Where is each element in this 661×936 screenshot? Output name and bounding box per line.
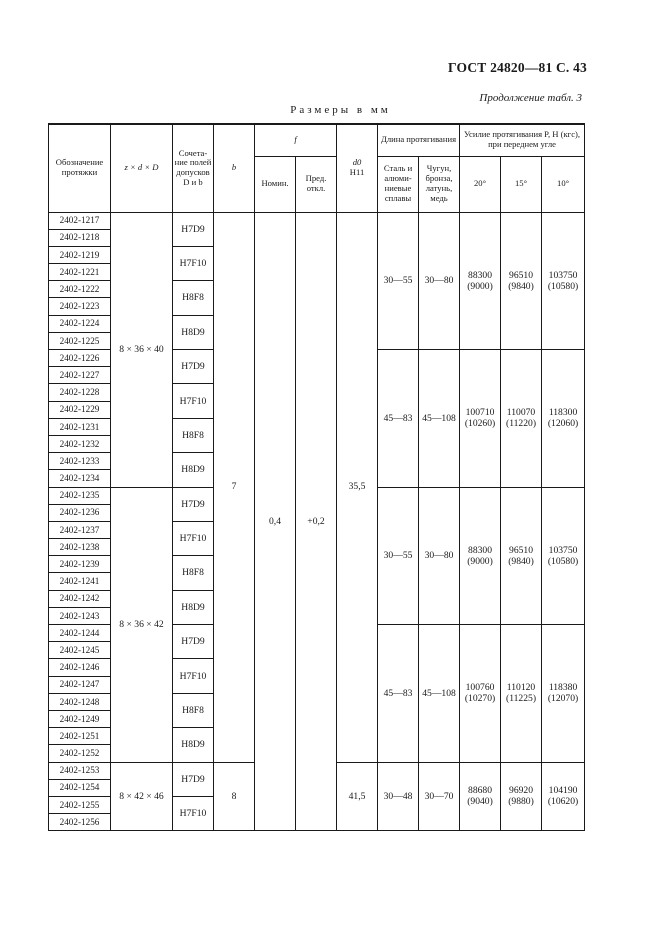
header-d0-tolerance: H11 xyxy=(349,167,365,178)
length-steel-cell: 30—55 xyxy=(378,487,419,625)
d0-cell: 41,5 xyxy=(337,762,378,831)
designation-cell: 2402-1247 xyxy=(49,676,111,693)
force-f15-cell xyxy=(501,212,542,350)
fit-cell: H7D9 xyxy=(173,762,214,796)
designation-cell: 2402-1246 xyxy=(49,659,111,676)
length-castiron-cell: 30—70 xyxy=(419,762,460,831)
designation-cell: 2402-1222 xyxy=(49,281,111,298)
force-f10-cell xyxy=(542,487,585,625)
force-f15-cell xyxy=(501,625,542,763)
dimensions-caption: Размеры в мм xyxy=(290,104,391,116)
fit-cell: H7F10 xyxy=(173,246,214,280)
designation-cell: 2402-1227 xyxy=(49,367,111,384)
fit-cell: H7D9 xyxy=(173,350,214,384)
fit-cell: H8F8 xyxy=(173,281,214,315)
header-length: Длина протягивания xyxy=(378,124,460,156)
fit-cell: H8D9 xyxy=(173,590,214,624)
designation-cell: 2402-1248 xyxy=(49,693,111,710)
designation-cell: 2402-1256 xyxy=(49,814,111,831)
designation-cell: 2402-1235 xyxy=(49,487,111,504)
f-nominal-cell: 0,4 xyxy=(255,212,296,831)
length-steel-cell: 30—55 xyxy=(378,212,419,350)
f-deviation-cell: +0,2 xyxy=(296,212,337,831)
header-f-deviation: Пред. откл. xyxy=(296,156,337,212)
force-f10-cell xyxy=(542,212,585,350)
length-castiron-cell: 30—80 xyxy=(419,487,460,625)
header-angle-20: 20° xyxy=(460,156,501,212)
fit-cell: H7F10 xyxy=(173,521,214,555)
force-value: 103750 xyxy=(548,269,578,281)
force-f10-cell xyxy=(542,625,585,763)
force-f10-cell xyxy=(542,762,585,831)
designation-cell: 2402-1228 xyxy=(49,384,111,401)
fit-cell: H8F8 xyxy=(173,556,214,590)
designation-cell: 2402-1249 xyxy=(49,710,111,727)
force-kgf: (9840) xyxy=(508,280,534,292)
length-castiron-cell: 45—108 xyxy=(419,350,460,488)
fit-cell: H7F10 xyxy=(173,659,214,693)
designation-cell: 2402-1236 xyxy=(49,504,111,521)
designation-cell: 2402-1245 xyxy=(49,642,111,659)
page-header: ГОСТ 24820—81 С. 43 xyxy=(448,60,587,75)
force-f15-cell xyxy=(501,487,542,625)
length-steel-cell: 45—83 xyxy=(378,625,419,763)
force-kgf: (9880) xyxy=(508,796,534,808)
force-value: 88300 xyxy=(468,544,492,556)
force-kgf: (11225) xyxy=(506,693,537,705)
header-b: b xyxy=(214,124,255,212)
designation-cell: 2402-1229 xyxy=(49,401,111,418)
designation-cell: 2402-1218 xyxy=(49,229,111,246)
designation-cell: 2402-1255 xyxy=(49,796,111,813)
force-kgf: (9840) xyxy=(508,555,534,567)
fit-cell: H7D9 xyxy=(173,625,214,659)
designation-cell: 2402-1223 xyxy=(49,298,111,315)
designation-cell: 2402-1242 xyxy=(49,590,111,607)
designation-cell: 2402-1225 xyxy=(49,332,111,349)
zdD-cell: 8 × 36 × 42 xyxy=(111,487,173,762)
force-f15-cell xyxy=(501,350,542,488)
designation-cell: 2402-1241 xyxy=(49,573,111,590)
length-steel-cell: 45—83 xyxy=(378,350,419,488)
designation-cell: 2402-1253 xyxy=(49,762,111,779)
designation-cell: 2402-1226 xyxy=(49,350,111,367)
force-kgf: (10580) xyxy=(547,555,579,567)
designation-cell: 2402-1251 xyxy=(49,728,111,745)
force-f20-cell xyxy=(460,762,501,831)
b-cell: 7 xyxy=(214,212,255,762)
force-kgf: (9000) xyxy=(467,280,493,292)
fit-cell: H8D9 xyxy=(173,728,214,762)
force-kgf: (10620) xyxy=(547,796,579,808)
force-f20-cell xyxy=(460,625,501,763)
header-force: Усилие протягивания P, Н (кгс), при переднем угле xyxy=(460,124,585,156)
force-f20-cell xyxy=(460,212,501,350)
table-row xyxy=(49,212,585,229)
length-steel-cell: 30—48 xyxy=(378,762,419,831)
fit-cell: H7D9 xyxy=(173,487,214,521)
designation-cell: 2402-1254 xyxy=(49,779,111,796)
force-kgf: (12060) xyxy=(547,418,579,430)
force-value: 96510 xyxy=(509,269,533,281)
designation-cell: 2402-1243 xyxy=(49,607,111,624)
header-length-castiron: Чугун, бронза, латунь, медь xyxy=(419,156,460,212)
force-value: 88300 xyxy=(468,269,492,281)
force-value: 118380 xyxy=(548,682,578,694)
broach-table xyxy=(48,123,585,831)
designation-cell: 2402-1237 xyxy=(49,521,111,538)
header-angle-15: 15° xyxy=(501,156,542,212)
designation-cell: 2402-1252 xyxy=(49,745,111,762)
fit-cell: H8F8 xyxy=(173,693,214,727)
force-value: 100710 xyxy=(465,407,495,419)
designation-cell: 2402-1244 xyxy=(49,625,111,642)
header-angle-10: 10° xyxy=(542,156,585,212)
fit-cell: H7F10 xyxy=(173,796,214,830)
designation-cell: 2402-1224 xyxy=(49,315,111,332)
force-kgf: (12070) xyxy=(547,693,579,705)
header-fit-combo: Сочета-ние полей допусков D и b xyxy=(173,124,214,212)
length-castiron-cell: 45—108 xyxy=(419,625,460,763)
b-cell: 8 xyxy=(214,762,255,831)
designation-cell: 2402-1234 xyxy=(49,470,111,487)
force-value: 104190 xyxy=(548,785,578,797)
fit-cell: H8F8 xyxy=(173,418,214,452)
designation-cell: 2402-1219 xyxy=(49,246,111,263)
force-value: 100760 xyxy=(465,682,495,694)
force-value: 96510 xyxy=(509,544,533,556)
zdD-cell: 8 × 36 × 40 xyxy=(111,212,173,487)
d0-cell: 35,5 xyxy=(337,212,378,762)
header-zdD: z × d × D xyxy=(111,124,173,212)
force-kgf: (10260) xyxy=(464,418,496,430)
designation-cell: 2402-1217 xyxy=(49,212,111,229)
continuation-note: Продолжение табл. 3 xyxy=(479,92,582,104)
fit-cell: H8D9 xyxy=(173,315,214,349)
designation-cell: 2402-1239 xyxy=(49,556,111,573)
force-kgf: (11220) xyxy=(506,418,537,430)
force-value: 88680 xyxy=(468,785,492,797)
header-d0-symbol: d0 xyxy=(352,157,362,168)
force-kgf: (10580) xyxy=(547,280,579,292)
designation-cell: 2402-1233 xyxy=(49,453,111,470)
zdD-cell: 8 × 42 × 46 xyxy=(111,762,173,831)
force-value: 110120 xyxy=(506,682,536,694)
force-f20-cell xyxy=(460,350,501,488)
length-castiron-cell: 30—80 xyxy=(419,212,460,350)
fit-cell: H8D9 xyxy=(173,453,214,487)
designation-cell: 2402-1232 xyxy=(49,435,111,452)
force-kgf: (9000) xyxy=(467,555,493,567)
header-f-nominal: Номин. xyxy=(255,156,296,212)
header-f: f xyxy=(255,124,337,156)
header-length-steel: Сталь и алюми-ниевые сплавы xyxy=(378,156,419,212)
force-f20-cell xyxy=(460,487,501,625)
force-value: 110070 xyxy=(506,407,536,419)
fit-cell: H7F10 xyxy=(173,384,214,418)
fit-cell: H7D9 xyxy=(173,212,214,246)
designation-cell: 2402-1238 xyxy=(49,539,111,556)
designation-cell: 2402-1221 xyxy=(49,264,111,281)
header-d0 xyxy=(337,124,378,212)
force-value: 103750 xyxy=(548,544,578,556)
force-value: 96920 xyxy=(509,785,533,797)
force-value: 118300 xyxy=(548,407,578,419)
force-f10-cell xyxy=(542,350,585,488)
force-kgf: (10270) xyxy=(464,693,496,705)
force-kgf: (9040) xyxy=(467,796,493,808)
header-designation: Обозначение протяжки xyxy=(49,124,111,212)
table-body xyxy=(49,212,585,831)
force-f15-cell xyxy=(501,762,542,831)
designation-cell: 2402-1231 xyxy=(49,418,111,435)
